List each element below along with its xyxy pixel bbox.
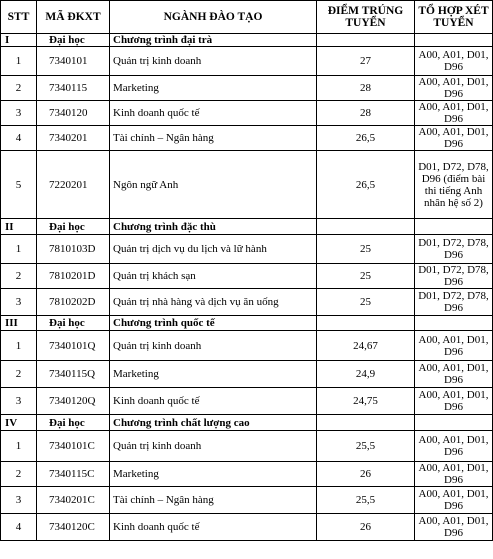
row-code: 7340101Q [37, 331, 110, 361]
row-code: 7340120Q [37, 388, 110, 415]
row-score: 27 [317, 47, 415, 76]
row-stt: 4 [1, 514, 37, 541]
row-stt: 3 [1, 487, 37, 514]
row-combo: A00, A01, D01, D96 [415, 101, 493, 126]
row-stt: 2 [1, 462, 37, 487]
header-row [1, 1, 493, 34]
section-empty-cell [317, 34, 415, 47]
row-code: 7340201 [37, 126, 110, 151]
row-combo: A00, A01, D01, D96 [415, 126, 493, 151]
table-row [1, 462, 493, 487]
table-row [1, 126, 493, 151]
section-row [1, 316, 493, 331]
section-row [1, 219, 493, 235]
section-row [1, 34, 493, 47]
row-stt: 3 [1, 101, 37, 126]
header-major: NGÀNH ĐÀO TẠO [110, 1, 317, 34]
section-empty-cell [317, 219, 415, 235]
section-number: III [1, 316, 37, 331]
section-empty-cell [415, 316, 493, 331]
row-code: 7340115C [37, 462, 110, 487]
row-major: Quản trị nhà hàng và dịch vụ ăn uống [110, 289, 317, 316]
header-combo: TỔ HỢP XÉT TUYỂN [415, 1, 493, 34]
row-score: 24,9 [317, 361, 415, 388]
row-combo: A00, A01, D01, D96 [415, 331, 493, 361]
row-combo: A00, A01, D01, D96 [415, 431, 493, 462]
row-stt: 1 [1, 235, 37, 264]
section-number: I [1, 34, 37, 47]
row-major: Quản trị dịch vụ du lịch và lữ hành [110, 235, 317, 264]
row-stt: 3 [1, 388, 37, 415]
row-score: 25,5 [317, 487, 415, 514]
row-stt: 2 [1, 76, 37, 101]
section-program: Chương trình quốc tế [110, 316, 317, 331]
row-stt: 3 [1, 289, 37, 316]
row-score: 25 [317, 264, 415, 289]
row-major: Tài chính – Ngân hàng [110, 126, 317, 151]
row-stt: 1 [1, 431, 37, 462]
row-code: 7810201D [37, 264, 110, 289]
table-row [1, 388, 493, 415]
section-program: Chương trình đại trà [110, 34, 317, 47]
row-major: Quản trị kinh doanh [110, 47, 317, 76]
row-code: 7340120 [37, 101, 110, 126]
table-row [1, 431, 493, 462]
section-level: Đại học [37, 316, 110, 331]
table-row [1, 487, 493, 514]
row-major: Marketing [110, 76, 317, 101]
table-row [1, 235, 493, 264]
row-stt: 1 [1, 331, 37, 361]
row-stt: 5 [1, 151, 37, 219]
row-major: Ngôn ngữ Anh [110, 151, 317, 219]
section-empty-cell [415, 219, 493, 235]
section-program: Chương trình chất lượng cao [110, 415, 317, 431]
table-row [1, 361, 493, 388]
table-row [1, 264, 493, 289]
row-code: 7810103D [37, 235, 110, 264]
row-code: 7340101 [37, 47, 110, 76]
table-row [1, 514, 493, 541]
row-score: 26,5 [317, 126, 415, 151]
row-combo: A00, A01, D01, D96 [415, 487, 493, 514]
row-combo: A00, A01, D01, D96 [415, 388, 493, 415]
header-score: ĐIỂM TRÚNG TUYỂN [317, 1, 415, 34]
table-row [1, 76, 493, 101]
table-row [1, 331, 493, 361]
row-major: Tài chính – Ngân hàng [110, 487, 317, 514]
section-level: Đại học [37, 34, 110, 47]
row-combo: D01, D72, D78, D96 [415, 289, 493, 316]
row-combo: A00, A01, D01, D96 [415, 361, 493, 388]
row-stt: 2 [1, 361, 37, 388]
row-score: 25 [317, 289, 415, 316]
row-score: 24,75 [317, 388, 415, 415]
row-stt: 1 [1, 47, 37, 76]
table-row [1, 47, 493, 76]
row-score: 26,5 [317, 151, 415, 219]
row-major: Kinh doanh quốc tế [110, 101, 317, 126]
section-number: IV [1, 415, 37, 431]
row-code: 7340201C [37, 487, 110, 514]
row-combo: D01, D72, D78, D96 [415, 264, 493, 289]
row-combo: A00, A01, D01, D96 [415, 462, 493, 487]
row-score: 26 [317, 462, 415, 487]
row-major: Quản trị kinh doanh [110, 331, 317, 361]
row-code: 7810202D [37, 289, 110, 316]
section-empty-cell [317, 415, 415, 431]
row-code: 7220201 [37, 151, 110, 219]
row-major: Marketing [110, 462, 317, 487]
section-number: II [1, 219, 37, 235]
row-score: 24,67 [317, 331, 415, 361]
row-score: 26 [317, 514, 415, 541]
section-level: Đại học [37, 219, 110, 235]
row-combo: A00, A01, D01, D96 [415, 514, 493, 541]
section-empty-cell [317, 316, 415, 331]
section-program: Chương trình đặc thù [110, 219, 317, 235]
row-combo: A00, A01, D01, D96 [415, 47, 493, 76]
row-combo: A00, A01, D01, D96 [415, 76, 493, 101]
table-row [1, 151, 493, 219]
row-code: 7340101C [37, 431, 110, 462]
table-body [1, 34, 493, 541]
section-level: Đại học [37, 415, 110, 431]
row-major: Quản trị khách sạn [110, 264, 317, 289]
header-code: MÃ ĐKXT [37, 1, 110, 34]
row-major: Marketing [110, 361, 317, 388]
table-row [1, 101, 493, 126]
section-empty-cell [415, 415, 493, 431]
row-code: 7340120C [37, 514, 110, 541]
row-score: 28 [317, 101, 415, 126]
row-score: 25 [317, 235, 415, 264]
row-score: 28 [317, 76, 415, 101]
row-code: 7340115 [37, 76, 110, 101]
row-major: Kinh doanh quốc tế [110, 388, 317, 415]
row-major: Kinh doanh quốc tế [110, 514, 317, 541]
header-stt: STT [1, 1, 37, 34]
row-stt: 4 [1, 126, 37, 151]
section-row [1, 415, 493, 431]
row-combo: D01, D72, D78, D96 [415, 235, 493, 264]
row-major: Quản trị kinh doanh [110, 431, 317, 462]
section-empty-cell [415, 34, 493, 47]
table-row [1, 289, 493, 316]
row-code: 7340115Q [37, 361, 110, 388]
row-combo: D01, D72, D78, D96 (điểm bài thi tiếng Anh nhân hệ số 2) [415, 151, 493, 219]
row-score: 25,5 [317, 431, 415, 462]
row-stt: 2 [1, 264, 37, 289]
